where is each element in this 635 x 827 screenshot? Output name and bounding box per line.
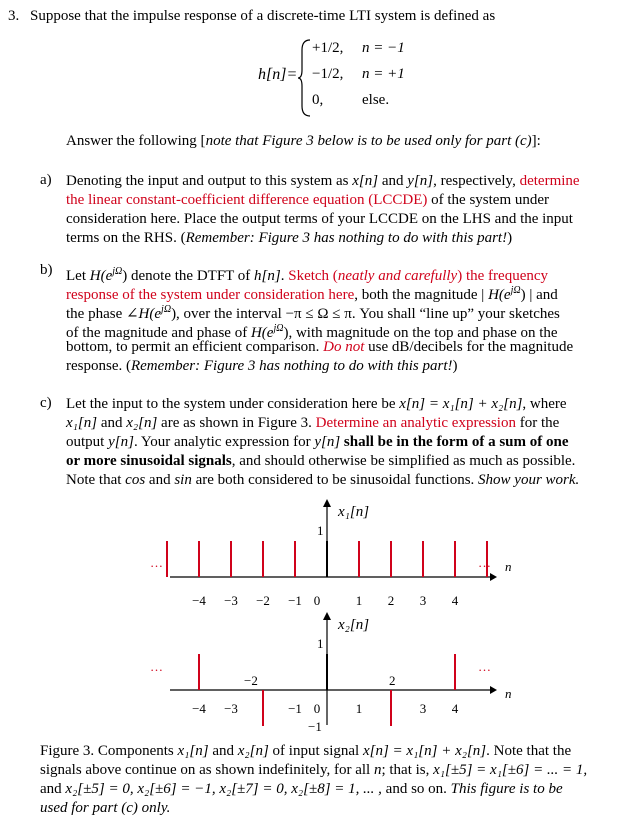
x1-tick-label: −1 bbox=[288, 593, 302, 608]
x2-tick-label: 3 bbox=[419, 701, 427, 716]
part-b-line-2: response of the system under consideration here, both the magnitude | $H(e^{j\Omega})$ | and bbox=[66, 285, 558, 303]
x1-tick-label: 2 bbox=[387, 593, 395, 608]
x2-tick-label: 0 bbox=[313, 701, 321, 716]
x2-tick-label: −4 bbox=[192, 701, 206, 716]
x1-tick-label: 1 bbox=[355, 593, 363, 608]
x1-tick-label: −3 bbox=[224, 593, 238, 608]
case-1-value: +1/2, bbox=[312, 40, 344, 56]
x2-tick-label: −1 bbox=[288, 701, 302, 716]
part-c-line-4: or more sinusoidal signals, and should otherwise be simplified as much as possible. bbox=[66, 453, 576, 469]
x2-tick-label: 4 bbox=[451, 701, 459, 716]
part-c-line-2: x₁[n] and x₂[n] are as shown in Figure 3. Determine an analytic expression for the bbox=[66, 415, 560, 431]
x2-ellipsis-right: … bbox=[478, 659, 491, 674]
case-3-value: 0, bbox=[312, 92, 324, 108]
part-b-line-4: of the magnitude and phase of $H(e^{j\Omega})$, with magnitude on the top and phase on the bbox=[66, 323, 558, 341]
x2-tick-label: 1 bbox=[355, 701, 363, 716]
x2-label-neg1: −1 bbox=[308, 719, 322, 734]
x2-tick-label: −3 bbox=[224, 701, 238, 716]
part-c-line-1: Let the input to the system under consideration here be x[n] = x₁[n] + x₂[n], where bbox=[66, 396, 567, 412]
x1-tick-label: 0 bbox=[313, 593, 321, 608]
x1-plot bbox=[150, 499, 512, 608]
x1-tick-label: −4 bbox=[192, 593, 206, 608]
part-a-line-2: the linear constant-coefficient difference equation (LCCDE) of the system under bbox=[66, 192, 550, 208]
x1-axis-arrow bbox=[490, 573, 497, 581]
part-a-label: a) bbox=[40, 172, 52, 188]
caption-line-3: and x₂[±5] = 0, x₂[±6] = −1, x₂[±7] = 0, x₂[±8] = 1, ... , and so on. This figure is to be bbox=[40, 781, 563, 797]
x2-vertical-arrow bbox=[323, 612, 331, 620]
x2-n-axis: n bbox=[505, 686, 512, 701]
x1-tick-label: 3 bbox=[419, 593, 427, 608]
x2-ellipsis-left: … bbox=[150, 659, 163, 674]
part-a-line-4: terms on the RHS. (Remember: Figure 3 has nothing to do with this part!) bbox=[66, 230, 513, 246]
x1-ellipsis-left: … bbox=[150, 555, 163, 570]
part-a-line-1: Denoting the input and output to this system as x[n] and y[n], respectively, determine bbox=[66, 173, 580, 189]
part-b-line-1: Let $H(e^{j\Omega})$ denote the DTFT of h[n]. Sketch (neatly and carefully) the frequency bbox=[66, 266, 549, 284]
x1-amp-label: 1 bbox=[317, 523, 324, 538]
part-b-label: b) bbox=[40, 262, 53, 278]
x2-label-pos2: 2 bbox=[389, 673, 396, 688]
part-c-label: c) bbox=[40, 395, 52, 411]
x1-tick-label: 4 bbox=[451, 593, 459, 608]
part-b-line-6: response. (Remember: Figure 3 has nothing to do with this part!) bbox=[66, 358, 458, 374]
caption-line-2: signals above continue on as shown indefinitely, for all n; that is, x₁[±5] = x₁[±6] = ... = 1, bbox=[40, 762, 588, 778]
piecewise-brace bbox=[298, 38, 312, 118]
x2-axis-arrow bbox=[490, 686, 497, 694]
x2-label-neg2: −2 bbox=[244, 673, 258, 688]
x1-ellipsis-right: … bbox=[478, 555, 491, 570]
problem-intro: Suppose that the impulse response of a discrete-time LTI system is defined as bbox=[30, 8, 496, 24]
case-2-cond: n = +1 bbox=[362, 66, 405, 82]
caption-line-4: used for part (c) only. bbox=[40, 800, 171, 816]
case-1-cond: n = −1 bbox=[362, 40, 405, 56]
answer-intro: Answer the following [note that Figure 3 below is to be used only for part (c)]: bbox=[66, 133, 541, 149]
part-c-line-5: Note that cos and sin are both considered to be sinusoidal functions. Show your work. bbox=[66, 472, 580, 488]
x1-n-axis: n bbox=[505, 559, 512, 574]
x2-plot bbox=[150, 612, 512, 734]
part-c-line-3: output y[n]. Your analytic expression for y[n] shall be in the form of a sum of one bbox=[66, 434, 569, 450]
x1-tick-label: −2 bbox=[256, 593, 270, 608]
figure-3 bbox=[0, 495, 635, 740]
equation-lhs: h[n]= bbox=[258, 66, 298, 83]
x2-amp-label: 1 bbox=[317, 636, 324, 651]
case-3-cond: else. bbox=[362, 92, 390, 108]
x2-label: x₂[n] bbox=[338, 617, 370, 633]
part-b-line-5: bottom, to permit an efficient comparison. Do not use dB/decibels for the magnitude bbox=[66, 339, 574, 355]
caption-line-1: Figure 3. Components x₁[n] and x₂[n] of input signal x[n] = x₁[n] + x₂[n]. Note that the bbox=[40, 743, 572, 759]
part-a-line-3: consideration here. Place the output terms of your LCCDE on the LHS and the input bbox=[66, 211, 573, 227]
problem-number: 3. bbox=[8, 8, 20, 24]
part-b-line-3: the phase $\angle H(e^{j\Omega})$, over the interval −π ≤ Ω ≤ π. You shall “line up” your sketches bbox=[66, 304, 560, 322]
case-2-value: −1/2, bbox=[312, 66, 344, 82]
x1-vertical-arrow bbox=[323, 499, 331, 507]
x1-label: x₁[n] bbox=[338, 504, 370, 520]
